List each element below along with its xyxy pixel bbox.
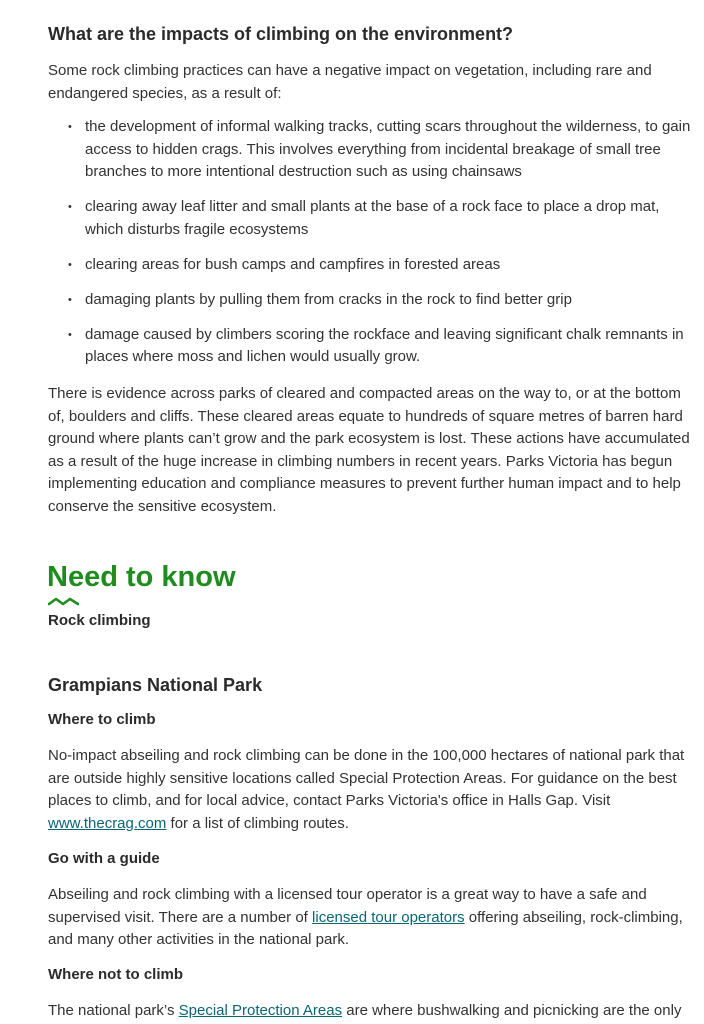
licensed-tour-operators-link[interactable]: licensed tour operators: [312, 908, 465, 926]
bullet-icon: •: [68, 258, 72, 271]
go-with-guide-heading: Go with a guide: [48, 850, 160, 867]
where-to-climb-paragraph: [48, 745, 696, 835]
list-item: [48, 289, 696, 312]
list-item: [48, 324, 696, 369]
bullet-icon: •: [68, 201, 72, 213]
list-item: [48, 196, 696, 241]
list-item-text: clearing areas for bush camps and campfires in forested areas: [85, 255, 501, 273]
list-item-text: damaging plants by pulling them from cracks in the rock to find better grip: [85, 290, 572, 308]
list-item-text: clearing away leaf litter and small plants at the base of a rock face to place a drop mat, which disturbs fragile ecosystems: [85, 198, 660, 238]
park-title: Grampians National Park: [48, 675, 263, 695]
impacts-heading: What are the impacts of climbing on the environment?: [48, 24, 514, 44]
bullet-icon: •: [68, 121, 72, 133]
bullet-icon: •: [68, 293, 72, 306]
evidence-paragraph: There is evidence across parks of cleared and compacted areas on the way to, or at the bottom of, boulders and cliffs. These cleared areas equate to hundreds of square metres of barren hard ground where plants can’t grow and the park ecosystem is lost. These actions have accumulated as a result of the huge increase in climbing numbers in recent years. Parks Victoria has begun implementing education and compliance measures to prevent further human impact and to help conserve the sensitive ecosystem.: [48, 385, 690, 515]
paragraph-text: are where bushwalking and picnicking are the only: [342, 1002, 682, 1019]
where-not-to-climb-heading: Where not to climb: [48, 966, 183, 983]
where-to-climb-heading: Where to climb: [48, 711, 156, 728]
thecrag-link[interactable]: www.thecrag.com: [48, 814, 167, 832]
list-item: [48, 254, 696, 277]
where-not-to-climb-paragraph: [48, 1000, 696, 1023]
paragraph-text: offering abseiling, rock-climbing, and many other activities in the national park.: [48, 908, 683, 948]
list-item-text: the development of informal walking tracks, cutting scars throughout the wilderness, to gain access to hidden crags. This involves everything from incidental breakage of small tree branches to more intentional destruction such as using chainsaws: [85, 118, 691, 180]
paragraph-text: for a list of climbing routes.: [166, 814, 349, 832]
list-item: [48, 116, 696, 184]
impacts-intro: Some rock climbing practices can have a negative impact on vegetation, including rare and endangered species, as a result of:: [48, 62, 652, 102]
squiggle-decoration-icon: [48, 597, 79, 606]
impacts-list: [48, 116, 696, 381]
paragraph-text: The national park’s: [48, 1002, 179, 1019]
list-item-text: damage caused by climbers scoring the rockface and leaving significant chalk remnants in places where moss and lichen would usually grow.: [85, 325, 684, 365]
paragraph-text: Abseiling and rock climbing with a licensed tour operator is a great way to have a safe and supervised visit. There are a number of: [48, 886, 647, 926]
need-to-know-subtitle: Rock climbing: [48, 612, 151, 629]
paragraph-text: No-impact abseiling and rock climbing can be done in the 100,000 hectares of national park that are outside highly sensitive locations called Special Protection Areas. For guidance on the best places to climb, and for local advice, contact Parks Victoria's office in Halls Gap. Visit: [48, 747, 685, 809]
bullet-icon: •: [68, 328, 72, 341]
special-protection-areas-link[interactable]: Special Protection Areas: [178, 1002, 343, 1019]
need-to-know-title: Need to know: [47, 561, 236, 593]
go-with-guide-paragraph: [48, 884, 696, 952]
